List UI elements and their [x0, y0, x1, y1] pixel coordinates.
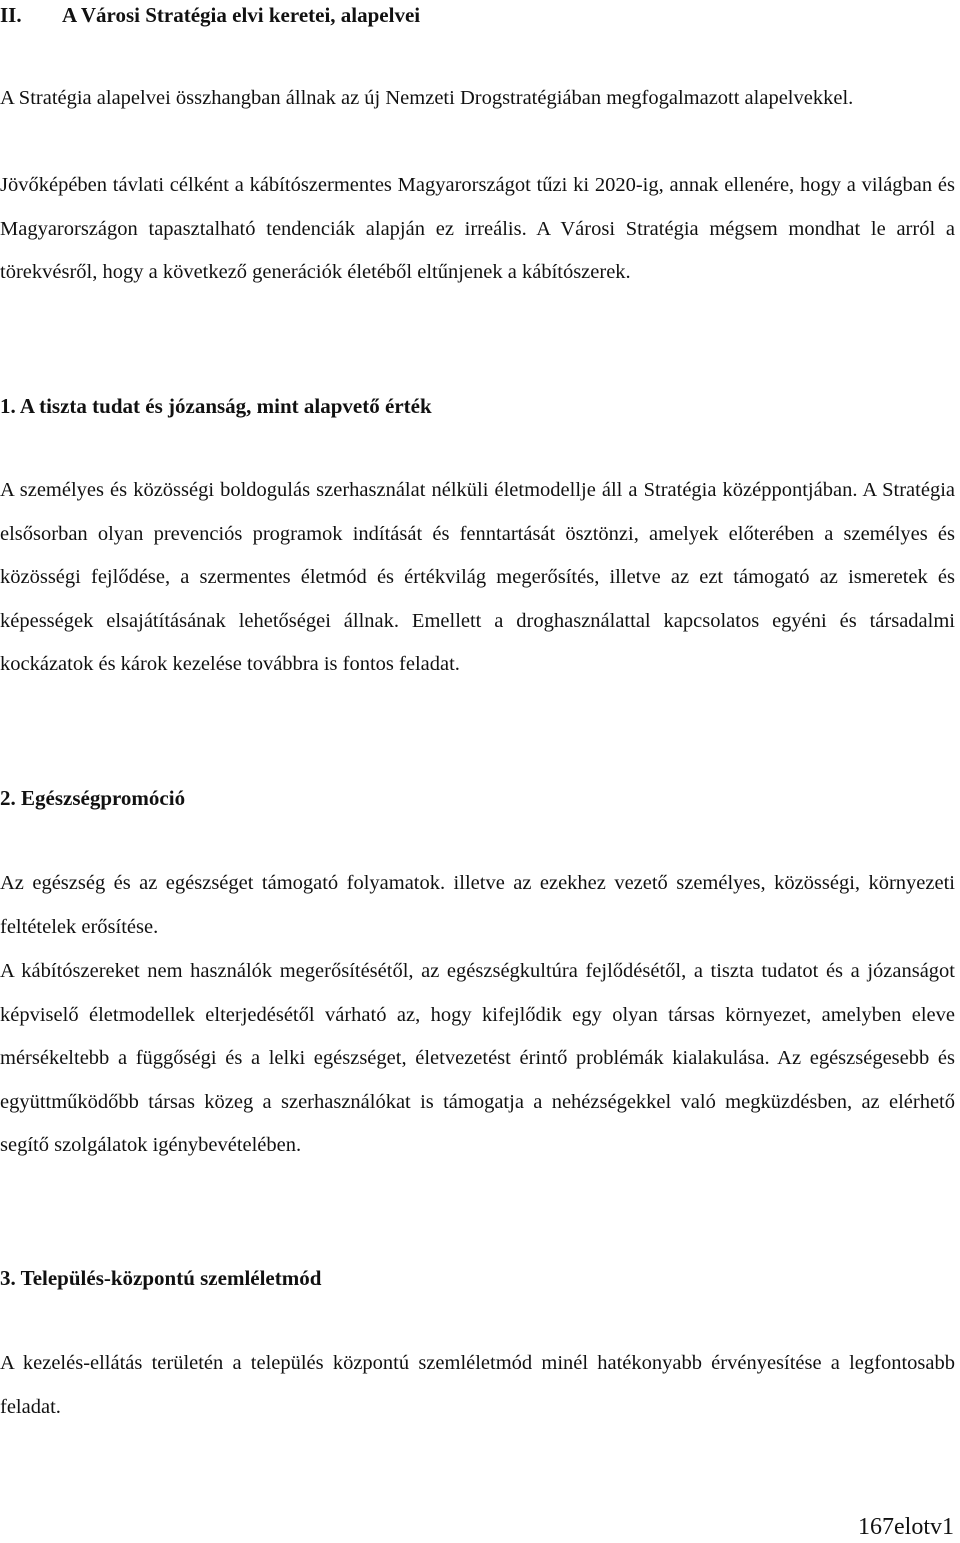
- intro-paragraph-2: Jövőképében távlati célként a kábítószermentes Magyarországot tűzi ki 2020-ig, annak ellenére, hogy a világban és Magyarországon tapasztalható tendenciák alapján ez irreális. A Városi Stratégia mégsem mondhat le arról a törekvésről, hogy a következő generációk életéből eltűnjenek a kábítószerek.: [0, 174, 955, 284]
- section-2-paragraph-2: A kábítószereket nem használók megerősítésétől, az egészségkultúra fejlődésétől, a tiszta tudatot és a józanságot képviselő életmodellek elterjedésétől várható az, hogy kifejlődik egy olyan társas környezet, amelyben eleve mérsékeltebb a függőségi és a lelki egészséget, életvezetést érintő problémák kialakulása. Az egészségesebb és együttműködőbb társas közeg a szerhasználókat is támogatja a nehézségekkel való megküzdésben, az elérhető segítő szolgálatok igénybevételében.: [0, 960, 955, 1157]
- page-footer-code: 167elotv1: [858, 1514, 954, 1540]
- section-2-heading: 2. Egészségpromóció: [0, 786, 186, 810]
- main-heading-title: A Városi Stratégia elvi keretei, alapelvei: [62, 3, 421, 27]
- intro-paragraph-1: A Stratégia alapelvei összhangban állnak az új Nemzeti Drogstratégiában megfogalmazott alapelvekkel.: [0, 87, 854, 109]
- main-heading: [0, 2, 960, 28]
- section-1-paragraph-1: A személyes és közösségi boldogulás szerhasználat nélküli életmodellje áll a Stratégia középpontjában. A Stratégia elsősorban olyan prevenciós programok indítását és fenntartását ösztönzi, amelyek előterében a személyes és közösségi fejlődése, a szermentes életmód és értékvilág megerősítés, illetve az ezt támogató az ismeretek és képességek elsajátításának lehetőségei állnak. Emellett a droghasználattal kapcsolatos egyéni és társadalmi kockázatok és károk kezelése továbbra is fontos feladat.: [0, 479, 955, 676]
- section-2-paragraph-1: Az egészség és az egészséget támogató folyamatok. illetve az ezekhez vezető személyes, közösségi, környezeti feltételek erősítése.: [0, 872, 955, 938]
- section-3-paragraph-1: A kezelés-ellátás területén a település központú szemléletmód minél hatékonyabb érvényesítése a legfontosabb feladat.: [0, 1352, 955, 1418]
- main-heading-number: II.: [0, 3, 22, 27]
- section-3-heading: 3. Település-központú szemléletmód: [0, 1266, 322, 1290]
- section-1-heading: 1. A tiszta tudat és józanság, mint alapvető érték: [0, 394, 432, 418]
